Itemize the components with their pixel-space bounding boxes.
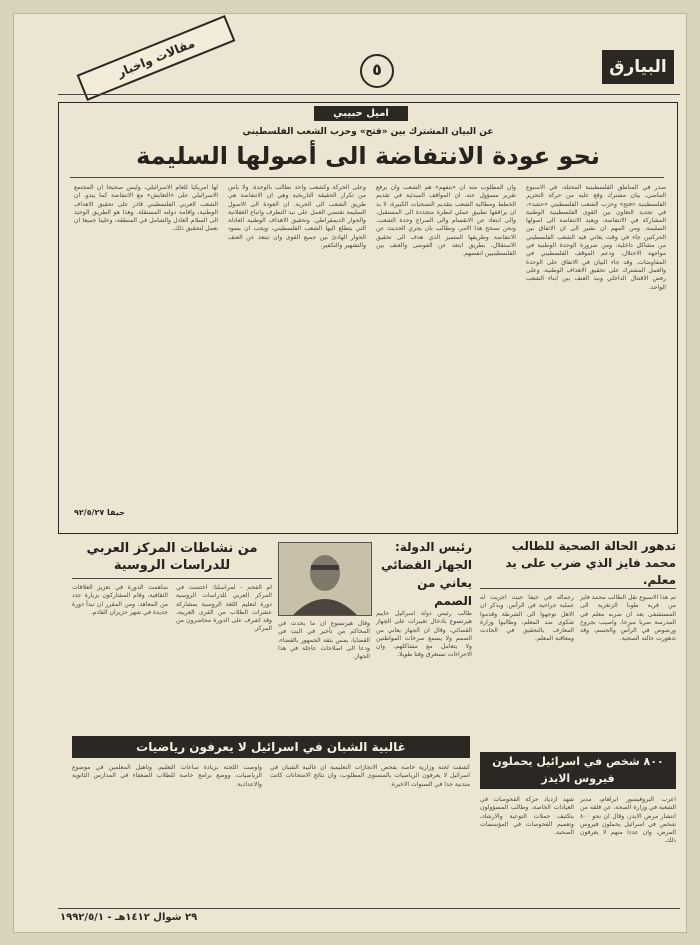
judiciary-column-2: وقال هيرتسوغ ان ما يحدث في المحاكم من تأخير في البت في القضايا، يمس بثقة الجمهور بالقضاء، ودعا الى اصلاحات عاجلة في هذا الجهاز.	[278, 620, 370, 661]
aids-headline	[480, 752, 676, 789]
health-headline-text: تدهور الحالة الصحية للطالب محمد فايز الذي ضرب على يد معلم.	[505, 539, 676, 587]
president-photo	[278, 542, 372, 616]
lead-column-1: صدر في المناطق الفلسطينية المحتلة، في الاسبوع الماضي، بيان مشترك وقع عليه من حركة التحرير الفلسطينية «فتح» وحزب الشعب الفلسطيني «حشد»، في تجديد التعاون بين القوى الفلسطينية الوطنية المشاركة في الانتفاضة، ويعيد الانتفاضة الى اصولها السليمة. ومن المهم ان نشير الى ان الاتفاق بين الحركتين جاء في وقت يعاني فيه الشعب الفلسطيني من مشاكل داخلية، ومن ضرورة الوحدة الوطنية في مواجهة الاحتلال، ودعم الموقف الفلسطيني في المفاوضات. وقد جاء البيان في الاتفاق على الوحدة والعمل المشترك على تحقيق الاهداف الوطنية، وعلى رفض الاقتتال الداخلي ونبذ العنف بين ابناء الشعب الواحد.	[526, 184, 666, 291]
footer-date	[60, 912, 260, 923]
section-label	[77, 15, 236, 101]
math-column-1: كشفت لجنة وزارية خاصة بفحص الانجازات التعليمية ان غالبية الشبان في اسرائيل لا يعرفون الرياضيات بالمستوى المطلوب، وان نتائج الامتحانات كانت متدنية جدا في السنوات الاخيرة.	[270, 764, 470, 788]
lead-column-4: لها امريكيا للعام الاسرائيلي، وليس صحيحا ان المجتمع الاسرائيلي على «التعايش» مع الانتفاضة كما يبدو. ان الشعب العربي الفلسطيني قادر على تحقيق الاهداف الوطنية، واقامة دولته المستقلة. وهذا هو الطريق الوحيد الى السلام العادل والشامل في المنطقة، وعلينا جميعا ان نعمل لتحقيق ذلك.	[74, 184, 218, 233]
footer-date-text: ٢٩ شوال ١٤١٢هـ - ١٩٩٢/٥/١	[60, 912, 198, 923]
kicker-text: عن البيان المشترك بين «فتح» وحزب الشعب الفلسطيني	[242, 127, 494, 137]
lead-headline-rule	[70, 177, 664, 178]
health-rule	[480, 588, 676, 589]
lead-column-2: وان المطلوب منه ان «يتفهم» هم الشعب وان يرفع تقرير مسؤول عنه. ان المواقف المبدئية في تقديم الخطط ومطالبة الشعب بتقديم التضحيات الكبيرة، لا بد ان يرافقها تطبيق عملي لنظرة متجددة الى المستقبل، والى ابتعاد عن الانقسام والى الصراع وحدة الشعب. ونحن نصحح هذا الامر، ونطالب بان يجري الحديث عن الانتفاضة وطريقها المتميز الذي هدف الى تحقيق الاستقلال، بطريق ابتعد عن الفوضى والعنف بين الفلسطينيين انفسهم.	[376, 184, 516, 258]
newspaper-page	[14, 14, 686, 932]
health-headline	[480, 538, 676, 589]
aids-column-2: شهد ازدياد حركة الفحوصات في العيادات الخاصة، وطالب المسؤولون بتكثيف حملات التوعية والارشاد، وتعميم الفحوصات في المؤسسات الصحية.	[480, 796, 574, 837]
math-headline	[72, 736, 470, 758]
lead-dateline	[74, 508, 218, 517]
lead-headline	[74, 140, 662, 172]
russian-rule	[72, 578, 272, 579]
logo-text: البيارق	[609, 57, 667, 77]
judiciary-headline	[376, 538, 472, 610]
russian-column-2: ساهمت الدورة في تعزيز العلاقات الثقافية، وقام المشاركون بزيارة عدد من المعاهد، ومن المقرر ان تبدأ دورة جديدة في شهر حزيران القادم.	[72, 584, 168, 616]
math-headline-text: غالبية الشبان في اسرائيل لا يعرفون رياضيات	[136, 740, 406, 754]
lead-byline	[314, 106, 408, 121]
footer-rule	[58, 908, 680, 909]
byline-text: اميل حبيبي	[333, 108, 389, 119]
russian-column-1: ام الفحم - لمراسلنا: اختتمت في المركز العربي للدراسات الروسية دورة لتعليم اللغة الروسية بمشاركة عشرات الطلاب من القرى العربية، وقد اشرف على الدورة محاضرون من المركز.	[176, 584, 272, 633]
page-number-text: ٥	[372, 60, 382, 79]
section-label-text: مقالات واخبار	[115, 36, 197, 80]
lead-column-3: وعلى الحركة وكشعب واحد نطالب بالوحدة. ولا يأس من تكرار الحقيقة التاريخية وهي ان الانتفاضة هي طريق الشعب الى الحرية. ان العودة الى الاصول السليمة تقتضي العمل على نبذ التطرف واتباع العقلانية والحوار الديمقراطي. وتحقيق الاهداف الوطنية العادلة التي يتطلع اليها الشعب الفلسطيني، ويجب ان يسود الحوار الهادئ بين جميع القوى وان تبتعد عن العنف والتشهير والتكفير.	[228, 184, 366, 250]
lead-headline-text: نحو عودة الانتفاضة الى أصولها السليمة	[136, 142, 600, 170]
math-column-2: واوصت اللجنة بزيادة ساعات التعليم، وتأهيل المعلمين في موضوع الرياضيات، ووضع برامج خاصة للطلاب الضعفاء في المدارس الثانوية والاعدادية.	[72, 764, 262, 788]
masthead-rule	[58, 94, 680, 95]
page-number	[360, 54, 394, 88]
health-column-1: تم هذا الاسبوع نقل الطالب محمد فايز من قرية طوبا الزنغرية الى المستشفى بعد ان ضربه معلم في المدرسة ضربا مبرحا، واصيب بجروح ورضوض في الرأس والجسم، وقد تدهورت حالته الصحية.	[580, 594, 676, 643]
russian-headline-text: من نشاطات المركز العربي للدراسات الروسية	[86, 541, 258, 573]
masthead-logo	[602, 50, 674, 84]
dateline-text: حيفا ٩٢/٥/٢٧	[74, 508, 125, 517]
russian-headline	[72, 540, 272, 574]
aids-headline-text: ٨٠٠ شخص في اسرائيل يحملون فيروس الايدز	[492, 755, 664, 785]
portrait-icon	[279, 543, 371, 615]
health-column-2: رجماله في حيفا حيث اجريت له عملية جراحية في الرأس. ويذكر ان الاهل توجهوا الى الشرطة وقدموا شكوى ضد المعلم، وطالبوا وزارة المعارف بالتحقيق في الحادث ومعاقبة المعلم.	[480, 594, 574, 643]
aids-column-1: اعرب البروفيسور ابراهام، مدير الشعبة في وزارة الصحة، عن قلقه من انتشار مرض الايدز، وقال ان نحو ٨٠٠ شخص في اسرائيل يحملون فيروس المرض، وان عددا منهم لا يعرفون ذلك.	[580, 796, 676, 845]
judiciary-column-1: طالب رئيس دولة اسرائيل حاييم هيرتسوغ بادخال تغييرات على الجهاز القضائي، وقال ان الجهاز يعاني من الصمم ولا يسمع صرخات المواطنين ولا يتعامل مع مشاكلهم، وان الاجراءات تستغرق وقتا طويلا.	[376, 610, 472, 659]
lead-kicker	[74, 126, 662, 138]
judiciary-headline-text: رئيس الدولة: الجهاز القضائي يعاني من الصمم	[380, 540, 472, 608]
